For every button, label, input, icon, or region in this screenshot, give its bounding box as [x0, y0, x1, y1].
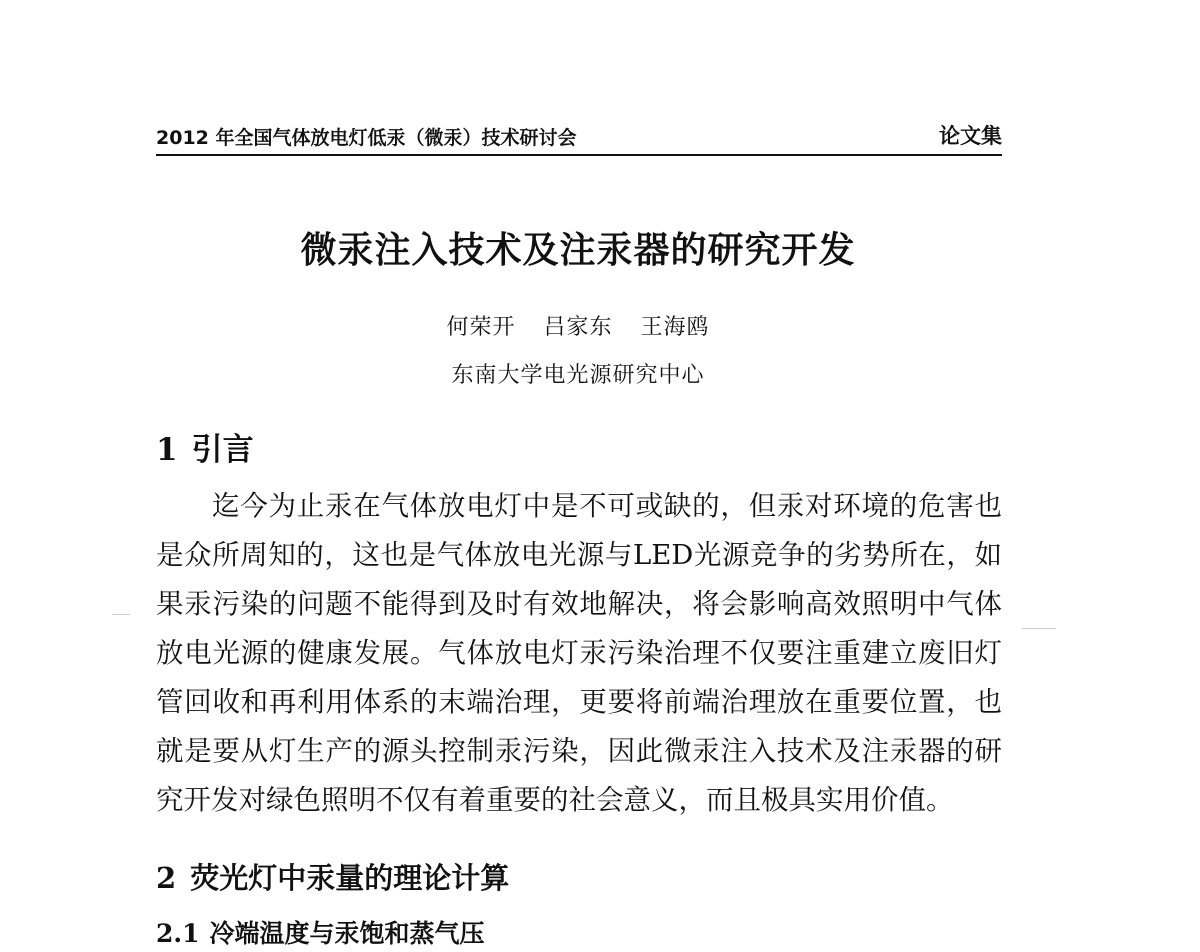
author-affiliation: 东南大学电光源研究中心 [451, 363, 705, 388]
section-number: 2 [156, 861, 177, 895]
author-list [0, 310, 1156, 341]
collection-label: 论文集 [939, 124, 1002, 148]
paragraph-line: 放电光源的健康发展。气体放电灯汞污染治理不仅要注重建立废旧灯 [156, 637, 1002, 669]
scan-margin-mark [112, 614, 130, 615]
paragraph-line: 果汞污染的问题不能得到及时有效地解决，将会影响高效照明中气体 [156, 588, 1002, 620]
running-header [156, 124, 1002, 156]
paragraph-line: 迄今为止汞在气体放电灯中是不可或缺的，但汞对环境的危害也 [212, 490, 1002, 522]
author-name: 王海鸥 [640, 315, 710, 340]
author-name: 何荣开 [446, 315, 516, 340]
introduction-paragraph [156, 482, 1002, 825]
scan-margin-mark [1022, 628, 1056, 629]
paper-title: 微汞注入技术及注汞器的研究开发 [300, 230, 856, 271]
section-number: 2.1 [156, 919, 200, 948]
section-title: 冷端温度与汞饱和蒸气压 [209, 919, 485, 948]
paragraph-line: 管回收和再利用体系的末端治理，更要将前端治理放在重要位置，也 [156, 686, 1002, 718]
section-number: 1 [156, 432, 178, 468]
section-title: 荧光灯中汞量的理论计算 [190, 861, 510, 895]
section-title: 引言 [191, 432, 254, 468]
paragraph-line: 是众所周知的，这也是气体放电光源与LED光源竞争的劣势所在，如 [156, 539, 1002, 571]
subsection-heading-cold-spot [156, 914, 485, 950]
author-name: 吕家东 [543, 315, 613, 340]
conference-name: 2012 年全国气体放电灯低汞（微汞）技术研讨会 [156, 127, 577, 149]
paragraph-line: 就是要从灯生产的源头控制汞污染，因此微汞注入技术及注汞器的研 [156, 735, 1002, 767]
section-heading-introduction [156, 424, 254, 469]
paragraph-line: 究开发对绿色照明不仅有着重要的社会意义，而且极具实用价值。 [156, 784, 954, 816]
section-heading-theoretical-calculation [156, 856, 509, 897]
